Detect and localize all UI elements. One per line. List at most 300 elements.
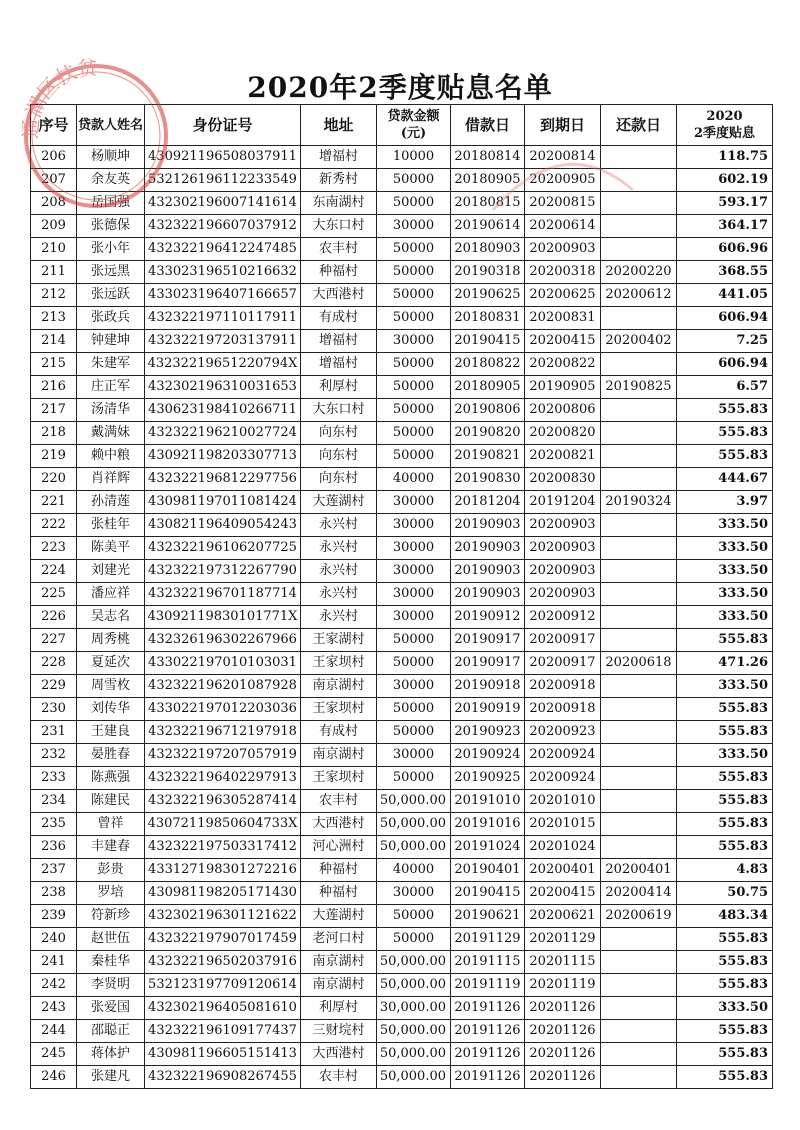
table-row <box>31 169 773 192</box>
cell-interest: 555.83 <box>677 399 773 422</box>
cell-repay-date: 20200612 <box>601 284 677 307</box>
cell-interest: 593.17 <box>677 192 773 215</box>
cell-due-date: 20200625 <box>525 284 601 307</box>
table-row <box>31 284 773 307</box>
cell-addr: 增福村 <box>301 330 377 353</box>
header-addr: 地址 <box>301 105 377 146</box>
table-row <box>31 997 773 1020</box>
cell-name: 杨顺坤 <box>77 146 145 169</box>
cell-id: 430821196409054243 <box>145 514 301 537</box>
cell-amount: 50000 <box>377 376 451 399</box>
cell-amount: 50000 <box>377 238 451 261</box>
cell-seq: 210 <box>31 238 77 261</box>
cell-due-date: 20200924 <box>525 744 601 767</box>
cell-repay-date <box>601 721 677 744</box>
cell-amount: 50,000.00 <box>377 1020 451 1043</box>
cell-name: 符新珍 <box>77 905 145 928</box>
cell-interest: 602.19 <box>677 169 773 192</box>
cell-seq: 241 <box>31 951 77 974</box>
cell-due-date: 20200903 <box>525 560 601 583</box>
cell-interest: 555.83 <box>677 790 773 813</box>
cell-seq: 208 <box>31 192 77 215</box>
cell-due-date: 20200923 <box>525 721 601 744</box>
cell-repay-date <box>601 560 677 583</box>
table-row <box>31 238 773 261</box>
cell-seq: 235 <box>31 813 77 836</box>
table-row <box>31 376 773 399</box>
cell-name: 潘应祥 <box>77 583 145 606</box>
cell-name: 李贤明 <box>77 974 145 997</box>
cell-name: 陈美平 <box>77 537 145 560</box>
cell-interest: 555.83 <box>677 767 773 790</box>
table-row <box>31 146 773 169</box>
cell-interest: 7.25 <box>677 330 773 353</box>
cell-interest: 555.83 <box>677 928 773 951</box>
cell-name: 张政兵 <box>77 307 145 330</box>
header-seq: 序号 <box>31 105 77 146</box>
cell-due-date: 20200318 <box>525 261 601 284</box>
cell-addr: 王家坝村 <box>301 767 377 790</box>
header-interest-line2: 2季度贴息 <box>693 126 756 141</box>
cell-id: 432302196310031653 <box>145 376 301 399</box>
cell-id: 432322197312267790 <box>145 560 301 583</box>
table-row <box>31 951 773 974</box>
cell-name: 晏胜春 <box>77 744 145 767</box>
table-row <box>31 445 773 468</box>
cell-interest: 333.50 <box>677 560 773 583</box>
cell-amount: 50000 <box>377 192 451 215</box>
cell-seq: 224 <box>31 560 77 583</box>
header-repay-date: 还款日 <box>601 105 677 146</box>
cell-seq: 223 <box>31 537 77 560</box>
cell-interest: 4.83 <box>677 859 773 882</box>
cell-interest: 441.05 <box>677 284 773 307</box>
cell-interest: 555.83 <box>677 1043 773 1066</box>
table-row <box>31 721 773 744</box>
cell-name: 吴志名 <box>77 606 145 629</box>
cell-seq: 231 <box>31 721 77 744</box>
cell-name: 曾祥 <box>77 813 145 836</box>
cell-loan-date: 20190830 <box>451 468 525 491</box>
table-row <box>31 537 773 560</box>
cell-due-date: 20200918 <box>525 698 601 721</box>
cell-amount: 30000 <box>377 606 451 629</box>
cell-addr: 大西港村 <box>301 1043 377 1066</box>
cell-loan-date: 20191126 <box>451 1066 525 1089</box>
cell-repay-date <box>601 169 677 192</box>
cell-seq: 214 <box>31 330 77 353</box>
table-row <box>31 836 773 859</box>
cell-seq: 242 <box>31 974 77 997</box>
cell-amount: 50000 <box>377 422 451 445</box>
cell-due-date: 20200903 <box>525 537 601 560</box>
cell-id: 532123197709120614 <box>145 974 301 997</box>
cell-name: 钟建坤 <box>77 330 145 353</box>
cell-id: 430623198410266711 <box>145 399 301 422</box>
page-title: 2020年2季度贴息名单 <box>247 71 553 104</box>
cell-amount: 50000 <box>377 169 451 192</box>
cell-id: 432302196301121622 <box>145 905 301 928</box>
cell-seq: 212 <box>31 284 77 307</box>
cell-loan-date: 20190318 <box>451 261 525 284</box>
table-row <box>31 606 773 629</box>
cell-id: 432322197207057919 <box>145 744 301 767</box>
cell-repay-date <box>601 836 677 859</box>
cell-amount: 30000 <box>377 675 451 698</box>
cell-amount: 50000 <box>377 307 451 330</box>
cell-id: 433023196407166657 <box>145 284 301 307</box>
cell-id: 430981197011081424 <box>145 491 301 514</box>
cell-name: 陈燕强 <box>77 767 145 790</box>
table-row <box>31 859 773 882</box>
cell-name: 赵世伍 <box>77 928 145 951</box>
cell-interest: 118.75 <box>677 146 773 169</box>
cell-addr: 永兴村 <box>301 560 377 583</box>
cell-seq: 219 <box>31 445 77 468</box>
cell-loan-date: 20190903 <box>451 583 525 606</box>
cell-amount: 30000 <box>377 330 451 353</box>
cell-amount: 50000 <box>377 261 451 284</box>
table-row <box>31 698 773 721</box>
cell-seq: 207 <box>31 169 77 192</box>
cell-due-date: 20201115 <box>525 951 601 974</box>
cell-due-date: 20200820 <box>525 422 601 445</box>
cell-repay-date <box>601 238 677 261</box>
cell-repay-date <box>601 951 677 974</box>
table-row <box>31 307 773 330</box>
cell-loan-date: 20190924 <box>451 744 525 767</box>
cell-seq: 225 <box>31 583 77 606</box>
cell-seq: 236 <box>31 836 77 859</box>
cell-id: 432322197203137911 <box>145 330 301 353</box>
cell-loan-date: 20190923 <box>451 721 525 744</box>
cell-interest: 555.83 <box>677 974 773 997</box>
cell-repay-date <box>601 1066 677 1089</box>
cell-repay-date <box>601 744 677 767</box>
cell-loan-date: 20190917 <box>451 652 525 675</box>
cell-name: 赖中粮 <box>77 445 145 468</box>
cell-seq: 215 <box>31 353 77 376</box>
cell-repay-date <box>601 629 677 652</box>
cell-name: 罗培 <box>77 882 145 905</box>
header-interest-line1: 2020 <box>706 109 743 124</box>
cell-interest: 555.83 <box>677 698 773 721</box>
cell-loan-date: 20190925 <box>451 767 525 790</box>
cell-amount: 50000 <box>377 905 451 928</box>
cell-due-date: 20200821 <box>525 445 601 468</box>
cell-id: 432322196412247485 <box>145 238 301 261</box>
cell-repay-date <box>601 583 677 606</box>
cell-loan-date: 20190821 <box>451 445 525 468</box>
cell-repay-date <box>601 146 677 169</box>
cell-seq: 230 <box>31 698 77 721</box>
cell-id: 430921198203307713 <box>145 445 301 468</box>
cell-due-date: 20200621 <box>525 905 601 928</box>
cell-id: 432302196007141614 <box>145 192 301 215</box>
cell-interest: 333.50 <box>677 514 773 537</box>
cell-loan-date: 20190903 <box>451 537 525 560</box>
cell-amount: 50000 <box>377 284 451 307</box>
cell-amount: 50,000.00 <box>377 1043 451 1066</box>
cell-interest: 555.83 <box>677 445 773 468</box>
cell-amount: 30000 <box>377 514 451 537</box>
cell-loan-date: 20190912 <box>451 606 525 629</box>
cell-loan-date: 20191115 <box>451 951 525 974</box>
table-row <box>31 491 773 514</box>
cell-amount: 10000 <box>377 146 451 169</box>
cell-amount: 50000 <box>377 928 451 951</box>
cell-addr: 永兴村 <box>301 583 377 606</box>
cell-repay-date <box>601 399 677 422</box>
cell-repay-date <box>601 974 677 997</box>
cell-interest: 555.83 <box>677 721 773 744</box>
cell-addr: 大西港村 <box>301 813 377 836</box>
cell-addr: 大东口村 <box>301 215 377 238</box>
cell-name: 张远跃 <box>77 284 145 307</box>
cell-due-date: 20200614 <box>525 215 601 238</box>
cell-due-date: 20200903 <box>525 583 601 606</box>
cell-amount: 50000 <box>377 353 451 376</box>
cell-repay-date <box>601 468 677 491</box>
cell-interest: 50.75 <box>677 882 773 905</box>
cell-repay-date: 20200401 <box>601 859 677 882</box>
cell-addr: 大莲湖村 <box>301 491 377 514</box>
cell-loan-date: 20190917 <box>451 629 525 652</box>
cell-loan-date: 20190919 <box>451 698 525 721</box>
cell-loan-date: 20191016 <box>451 813 525 836</box>
header-interest <box>677 105 773 146</box>
cell-name: 邵聪正 <box>77 1020 145 1043</box>
header-id: 身份证号 <box>145 105 301 146</box>
cell-amount: 50,000.00 <box>377 974 451 997</box>
cell-interest: 368.55 <box>677 261 773 284</box>
cell-interest: 471.26 <box>677 652 773 675</box>
cell-loan-date: 20191126 <box>451 997 525 1020</box>
table-row <box>31 974 773 997</box>
cell-addr: 南京湖村 <box>301 744 377 767</box>
cell-name: 张远黑 <box>77 261 145 284</box>
cell-repay-date <box>601 422 677 445</box>
cell-loan-date: 20181204 <box>451 491 525 514</box>
cell-addr: 农丰村 <box>301 1066 377 1089</box>
cell-addr: 向东村 <box>301 422 377 445</box>
cell-repay-date <box>601 606 677 629</box>
cell-addr: 老河口村 <box>301 928 377 951</box>
cell-interest: 555.83 <box>677 951 773 974</box>
cell-addr: 王家坝村 <box>301 698 377 721</box>
cell-seq: 245 <box>31 1043 77 1066</box>
cell-addr: 大莲湖村 <box>301 905 377 928</box>
header-name-text: 贷款人姓名 <box>77 117 143 133</box>
cell-name: 王建良 <box>77 721 145 744</box>
cell-id: 432322196812297756 <box>145 468 301 491</box>
cell-due-date: 20200918 <box>525 675 601 698</box>
header-amount <box>377 105 451 146</box>
cell-due-date: 20200905 <box>525 169 601 192</box>
cell-name: 张小年 <box>77 238 145 261</box>
cell-due-date: 20201015 <box>525 813 601 836</box>
cell-due-date: 20200822 <box>525 353 601 376</box>
cell-seq: 232 <box>31 744 77 767</box>
table-row <box>31 675 773 698</box>
cell-name: 汤清华 <box>77 399 145 422</box>
cell-seq: 209 <box>31 215 77 238</box>
cell-amount: 30000 <box>377 537 451 560</box>
cell-id: 432322196908267455 <box>145 1066 301 1089</box>
cell-due-date: 20190905 <box>525 376 601 399</box>
cell-interest: 555.83 <box>677 1066 773 1089</box>
cell-seq: 213 <box>31 307 77 330</box>
table-row <box>31 905 773 928</box>
cell-id: 432322197503317412 <box>145 836 301 859</box>
header-name <box>77 105 145 146</box>
header-amount-text: 贷款金额(元) <box>387 109 440 141</box>
cell-due-date: 20200806 <box>525 399 601 422</box>
cell-interest: 606.96 <box>677 238 773 261</box>
cell-name: 张爱国 <box>77 997 145 1020</box>
table-row <box>31 261 773 284</box>
cell-name: 蒋体护 <box>77 1043 145 1066</box>
cell-due-date: 20200415 <box>525 330 601 353</box>
cell-interest: 364.17 <box>677 215 773 238</box>
cell-name: 周雪枚 <box>77 675 145 698</box>
cell-id: 430981198205171430 <box>145 882 301 905</box>
cell-repay-date <box>601 790 677 813</box>
cell-loan-date: 20191126 <box>451 1020 525 1043</box>
cell-loan-date: 20191010 <box>451 790 525 813</box>
cell-seq: 229 <box>31 675 77 698</box>
cell-id: 432326196302267966 <box>145 629 301 652</box>
cell-addr: 新秀村 <box>301 169 377 192</box>
cell-addr: 王家坝村 <box>301 652 377 675</box>
cell-seq: 243 <box>31 997 77 1020</box>
cell-interest: 606.94 <box>677 353 773 376</box>
cell-loan-date: 20191024 <box>451 836 525 859</box>
cell-name: 朱建军 <box>77 353 145 376</box>
cell-seq: 226 <box>31 606 77 629</box>
table-row <box>31 514 773 537</box>
cell-amount: 30,000.00 <box>377 997 451 1020</box>
cell-loan-date: 20190415 <box>451 882 525 905</box>
cell-id: 432322196109177437 <box>145 1020 301 1043</box>
cell-due-date: 20201119 <box>525 974 601 997</box>
cell-id: 43232219651220794X <box>145 353 301 376</box>
table-row <box>31 813 773 836</box>
cell-name: 夏延次 <box>77 652 145 675</box>
cell-addr: 东南湖村 <box>301 192 377 215</box>
cell-repay-date <box>601 307 677 330</box>
cell-id: 432322196201087928 <box>145 675 301 698</box>
header-due-date: 到期日 <box>525 105 601 146</box>
cell-id: 432322196402297913 <box>145 767 301 790</box>
cell-addr: 种福村 <box>301 882 377 905</box>
cell-id: 532126196112233549 <box>145 169 301 192</box>
cell-amount: 50,000.00 <box>377 813 451 836</box>
cell-amount: 30000 <box>377 882 451 905</box>
cell-due-date: 20200815 <box>525 192 601 215</box>
cell-repay-date <box>601 514 677 537</box>
cell-interest: 333.50 <box>677 583 773 606</box>
cell-loan-date: 20180831 <box>451 307 525 330</box>
cell-id: 430921196508037911 <box>145 146 301 169</box>
cell-amount: 50,000.00 <box>377 951 451 974</box>
cell-seq: 206 <box>31 146 77 169</box>
cell-id: 432322197907017459 <box>145 928 301 951</box>
cell-amount: 30000 <box>377 215 451 238</box>
cell-seq: 227 <box>31 629 77 652</box>
cell-repay-date: 20200618 <box>601 652 677 675</box>
table-row <box>31 1066 773 1089</box>
cell-id: 43092119830101771X <box>145 606 301 629</box>
cell-name: 张桂年 <box>77 514 145 537</box>
cell-loan-date: 20190903 <box>451 560 525 583</box>
cell-amount: 50000 <box>377 767 451 790</box>
cell-addr: 永兴村 <box>301 537 377 560</box>
cell-id: 430981196605151413 <box>145 1043 301 1066</box>
cell-repay-date <box>601 813 677 836</box>
cell-name: 刘传华 <box>77 698 145 721</box>
cell-id: 433022197010103031 <box>145 652 301 675</box>
cell-addr: 向东村 <box>301 445 377 468</box>
cell-loan-date: 20180905 <box>451 169 525 192</box>
table-row <box>31 744 773 767</box>
cell-loan-date: 20191129 <box>451 928 525 951</box>
cell-addr: 大东口村 <box>301 399 377 422</box>
cell-addr: 永兴村 <box>301 514 377 537</box>
cell-due-date: 20201010 <box>525 790 601 813</box>
cell-loan-date: 20191126 <box>451 1043 525 1066</box>
cell-due-date: 20201129 <box>525 928 601 951</box>
cell-interest: 333.50 <box>677 537 773 560</box>
cell-addr: 向东村 <box>301 468 377 491</box>
cell-amount: 50,000.00 <box>377 1066 451 1089</box>
cell-loan-date: 20180815 <box>451 192 525 215</box>
cell-name: 岳国强 <box>77 192 145 215</box>
table-row <box>31 767 773 790</box>
cell-addr: 农丰村 <box>301 238 377 261</box>
cell-name: 丰建春 <box>77 836 145 859</box>
cell-addr: 大西港村 <box>301 284 377 307</box>
cell-seq: 234 <box>31 790 77 813</box>
cell-name: 秦桂华 <box>77 951 145 974</box>
cell-due-date: 20201126 <box>525 1066 601 1089</box>
cell-amount: 30000 <box>377 744 451 767</box>
cell-due-date: 20200924 <box>525 767 601 790</box>
cell-loan-date: 20180822 <box>451 353 525 376</box>
cell-repay-date: 20200402 <box>601 330 677 353</box>
cell-name: 孙清莲 <box>77 491 145 514</box>
cell-id: 432322196701187714 <box>145 583 301 606</box>
cell-name: 刘建光 <box>77 560 145 583</box>
cell-addr: 有成村 <box>301 307 377 330</box>
cell-amount: 50000 <box>377 721 451 744</box>
table-row <box>31 560 773 583</box>
cell-addr: 河心洲村 <box>301 836 377 859</box>
cell-seq: 217 <box>31 399 77 422</box>
cell-interest: 333.50 <box>677 997 773 1020</box>
cell-repay-date <box>601 445 677 468</box>
cell-loan-date: 20190806 <box>451 399 525 422</box>
table-row <box>31 583 773 606</box>
cell-amount: 50000 <box>377 399 451 422</box>
cell-loan-date: 20190625 <box>451 284 525 307</box>
cell-repay-date <box>601 353 677 376</box>
cell-seq: 240 <box>31 928 77 951</box>
cell-interest: 555.83 <box>677 813 773 836</box>
cell-repay-date <box>601 1043 677 1066</box>
cell-addr: 农丰村 <box>301 790 377 813</box>
cell-loan-date: 20190621 <box>451 905 525 928</box>
